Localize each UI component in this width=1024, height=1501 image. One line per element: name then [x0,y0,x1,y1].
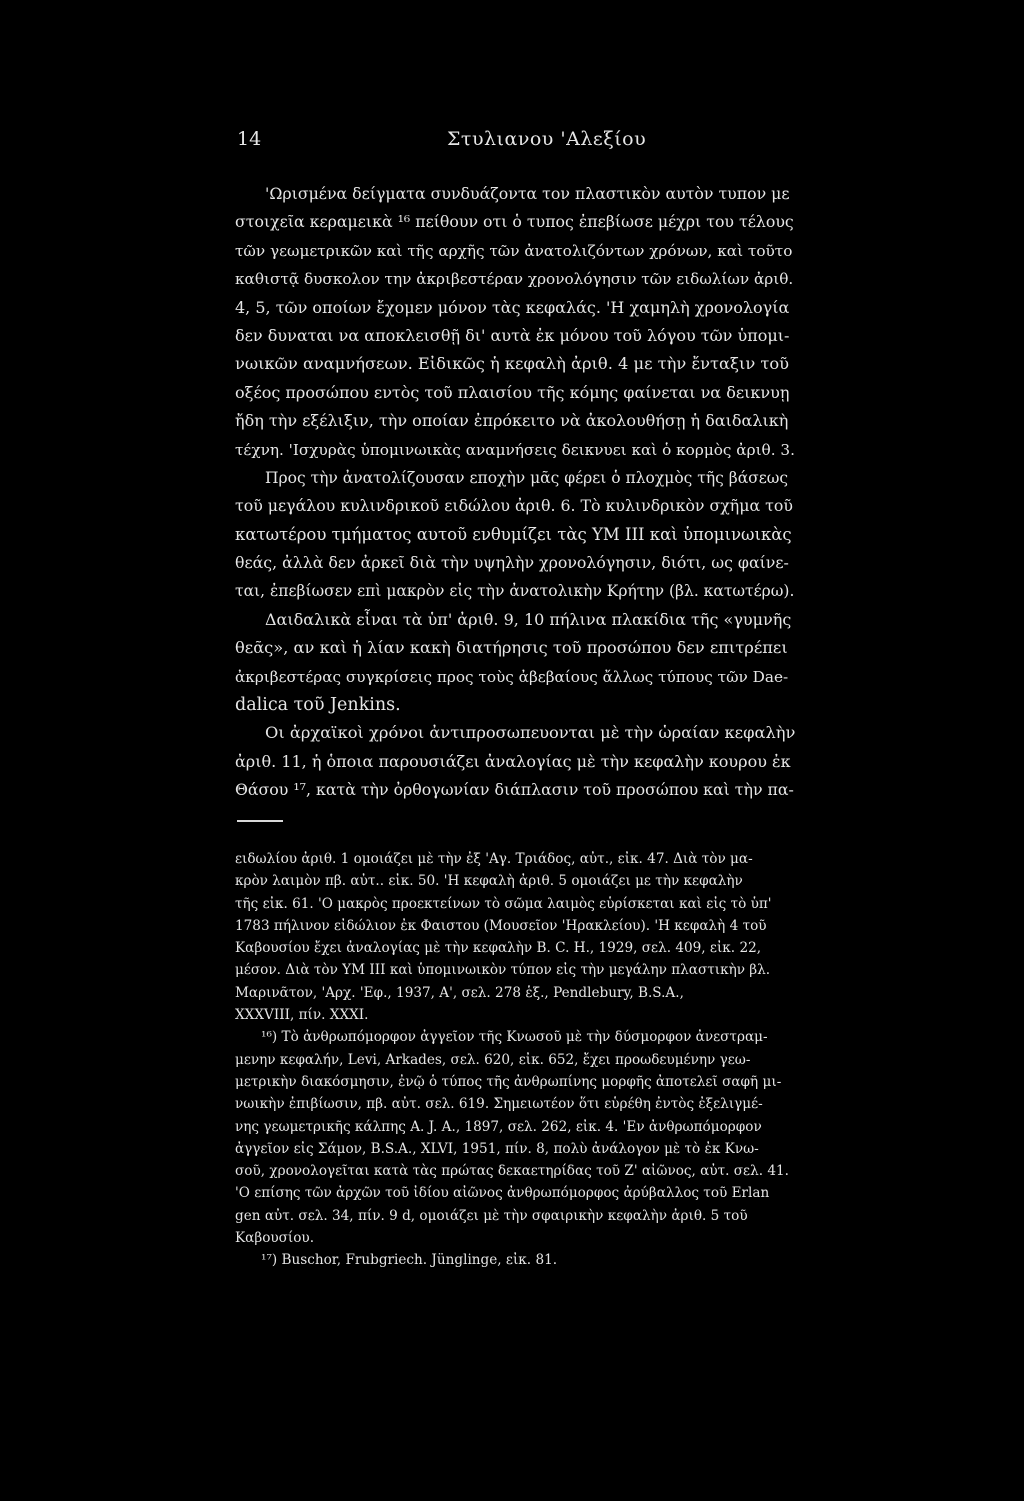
footnote-line: 1783 πήλινον εἰδώλιον ἐκ Φαιστου (Μουσεῖον 'Ηρακλείου). 'Η κεφαλὴ 4 τοῦ [235,917,767,934]
footnote-line: ειδωλίου ἀριθ. 1 ομοιάζει μὲ τὴν ἐξ 'Αγ. Τριάδος, αὐτ., εἰκ. 47. Διὰ τὸν μα- [235,851,753,867]
body-text-line: καθιστᾷ δυσκολον την ἀκριβεστέραν χρονολόγησιν τῶν ειδωλίων ἀριθ. [235,270,794,289]
footnote-line: μέσον. Διὰ τὸν ΥΜ ΙΙΙ καὶ ὑπομινωικὸν τύπον εἰς τὴν μεγάλην πλαστικὴν βλ. [235,962,771,979]
footnote-line: μετρικὴν διακόσμησιν, ἐνῷ ὁ τύπος τῆς ἀνθρωπίνης μορφῆς ἀποτελεῖ σαφῆ μι- [235,1073,782,1090]
footnote-line: Μαρινᾶτον, 'Αρχ. 'Εφ., 1937, Α', σελ. 278 ἑξ., Pendlebury, B.S.A., [235,984,684,1001]
footnote-line: Καβουσίου ἔχει ἀναλογίας μὲ τὴν κεφαλὴν B. C. H., 1929, σελ. 409, εἰκ. 22, [235,940,762,957]
footnote-line: σοῦ, χρονολογεῖται κατὰ τὰς πρώτας δεκαετηρίδας τοῦ Ζ' αἰῶνος, αὐτ. σελ. 41. [235,1163,789,1180]
body-text-line: Δαιδαλικὰ εἶναι τὰ ὑπ' ἀριθ. 9, 10 πήλινα πλακίδια τῆς «γυμνῆς [265,609,792,629]
body-text-line: νωικῶν αναμνήσεων. Εἰδικῶς ἡ κεφαλὴ ἀριθ. 4 με τὴν ἔνταξιν τοῦ [235,354,790,374]
body-text-line: οξέος προσώπου εντὸς τοῦ πλαισίου τῆς κόμης φαίνεται να δεικνυῃ [235,382,790,402]
footnote-line: ¹⁷) Buschor, Frubgriech. Jünglinge, εἰκ. 81. [261,1252,558,1269]
footnote-line: μενην κεφαλήν, Levi, Arkades, σελ. 620, εἰκ. 652, ἔχει προωδευμένην γεω- [235,1051,751,1068]
footnote-separator [237,820,283,822]
body-text [235,180,795,805]
body-text-line: θεᾶς», αν καὶ ἡ λίαν κακὴ διατήρησις τοῦ προσώπου δεν επιτρέπει [235,638,788,658]
footnote-line: Καβουσίου. [235,1230,315,1247]
footnote-line: νης γεωμετρικῆς κάλπης Α. J. Α., 1897, σελ. 262, εἰκ. 4. 'Εν ἀνθρωπόμορφον [235,1118,762,1135]
footnote-line: XXXVIII, πίν. XXXI. [235,1007,369,1024]
body-text-line: στοιχεῖα κεραμεικὰ ¹⁶ πείθουν οτι ὁ τυπος ἐπεβίωσε μέχρι του τέλους [235,212,794,232]
running-title: Στυλιανου 'Αλεξίου [447,128,647,150]
body-text-line: θεάς, ἀλλὰ δεν ἀρκεῖ διὰ τὴν υψηλὴν χρονολόγησιν, διότι, ως φαίνε- [235,553,789,573]
footnote-line: 'Ο επίσης τῶν ἀρχῶν τοῦ ἰδίου αἰῶνος ἀνθρωπόμορφος ἀρύβαλλος τοῦ Erlan [235,1185,770,1202]
body-text-line: dalica τοῦ Jenkins. [235,695,401,716]
footnote-line: νωικὴν ἐπιβίωσιν, πβ. αὐτ. σελ. 619. Σημειωτέον ὅτι εὑρέθη ἐντὸς ἐξελιγμέ- [235,1096,763,1113]
body-text-line: ἀριθ. 11, ἡ ὁποια παρουσιάζει ἀναλογίας μὲ τὴν κεφαλὴν κουρου ἐκ [235,751,791,771]
footnote-line: gen αὐτ. σελ. 34, πίν. 9 d, ομοιάζει μὲ τὴν σφαιρικὴν κεφαλὴν ἀριθ. 5 τοῦ [235,1207,748,1224]
footnote-line: ¹⁶) Τὸ ἀνθρωπόμορφον ἀγγεῖον τῆς Κνωσοῦ μὲ τὴν δύσμορφον ἀνεστραμ- [261,1029,768,1046]
page-header [0,128,1024,158]
body-text-line: ἀκριβεστέρας συγκρίσεις προς τοὺς ἀβεβαίους ἄλλως τύπους τῶν Dae- [235,667,789,686]
page-number: 14 [237,128,262,150]
body-text-line: τῶν γεωμετρικῶν καὶ τῆς αρχῆς τῶν ἀνατολιζόντων χρόνων, καὶ τοῦτο [235,241,793,260]
body-text-line: κατωτέρου τμήματος αυτοῦ ενθυμίζει τὰς ΥΜ ΙΙΙ καὶ ὑπομινωικὰς [235,524,792,544]
body-text-line: 4, 5, τῶν οποίων ἔχομεν μόνον τὰς κεφαλάς. 'Η χαμηλὴ χρονολογία [235,297,790,317]
body-text-line: Προς τὴν ἀνατολίζουσαν εποχὴν μᾶς φέρει ὁ πλοχμὸς τῆς βάσεως [265,468,789,487]
body-text-line: δεν δυναται να αποκλεισθῇ δι' αυτὰ ἐκ μόνου τοῦ λόγου τῶν ὑπομι- [235,325,790,345]
footnote-line: ἀγγεῖον εἰς Σάμον, B.S.A., XLVI, 1951, πίν. 8, πολὺ ἀνάλογον μὲ τὸ ἐκ Κνω- [235,1140,759,1157]
body-text-line: τέχνη. 'Ισχυρὰς ὑπομινωικὰς αναμνήσεις δεικνυει καὶ ὁ κορμὸς ἀριθ. 3. [235,440,795,459]
footnotes [235,848,795,1272]
body-text-line: ἤδη τὴν εξέλιξιν, τὴν οποίαν ἐπρόκειτο νὰ ἀκολουθήσῃ ἡ δαιδαλικὴ [235,411,789,431]
body-text-line: ται, ἐπεβίωσεν επὶ μακρὸν εἰς τὴν ἀνατολικὴν Κρήτην (βλ. κατωτέρω). [235,582,795,601]
footnote-line: τῆς εἰκ. 61. 'Ο μακρὸς προεκτείνων τὸ σῶμα λαιμὸς εὑρίσκεται καὶ εἰς τὸ ὑπ' [235,895,772,912]
footnote-line: κρὸν λαιμὸν πβ. αὐτ.. εἰκ. 50. 'Η κεφαλὴ ἀριθ. 5 ομοιάζει με τὴν κεφαλὴν [235,873,743,890]
body-text-line: 'Ωρισμένα δείγματα συνδυάζοντα τον πλαστικὸν αυτὸν τυπον με [265,184,790,203]
body-text-line: Θάσου ¹⁷, κατὰ τὴν ὀρθογωνίαν διάπλασιν τοῦ προσώπου καὶ τὴν πα- [235,780,794,800]
body-text-line: Οι ἀρχαϊκοὶ χρόνοι ἀντιπροσωπευονται μὲ τὴν ὡραίαν κεφαλὴν [265,723,795,743]
body-text-line: τοῦ μεγάλου κυλινδρικοῦ ειδώλου ἀριθ. 6. Τὸ κυλινδρικὸν σχῆμα τοῦ [235,496,793,516]
